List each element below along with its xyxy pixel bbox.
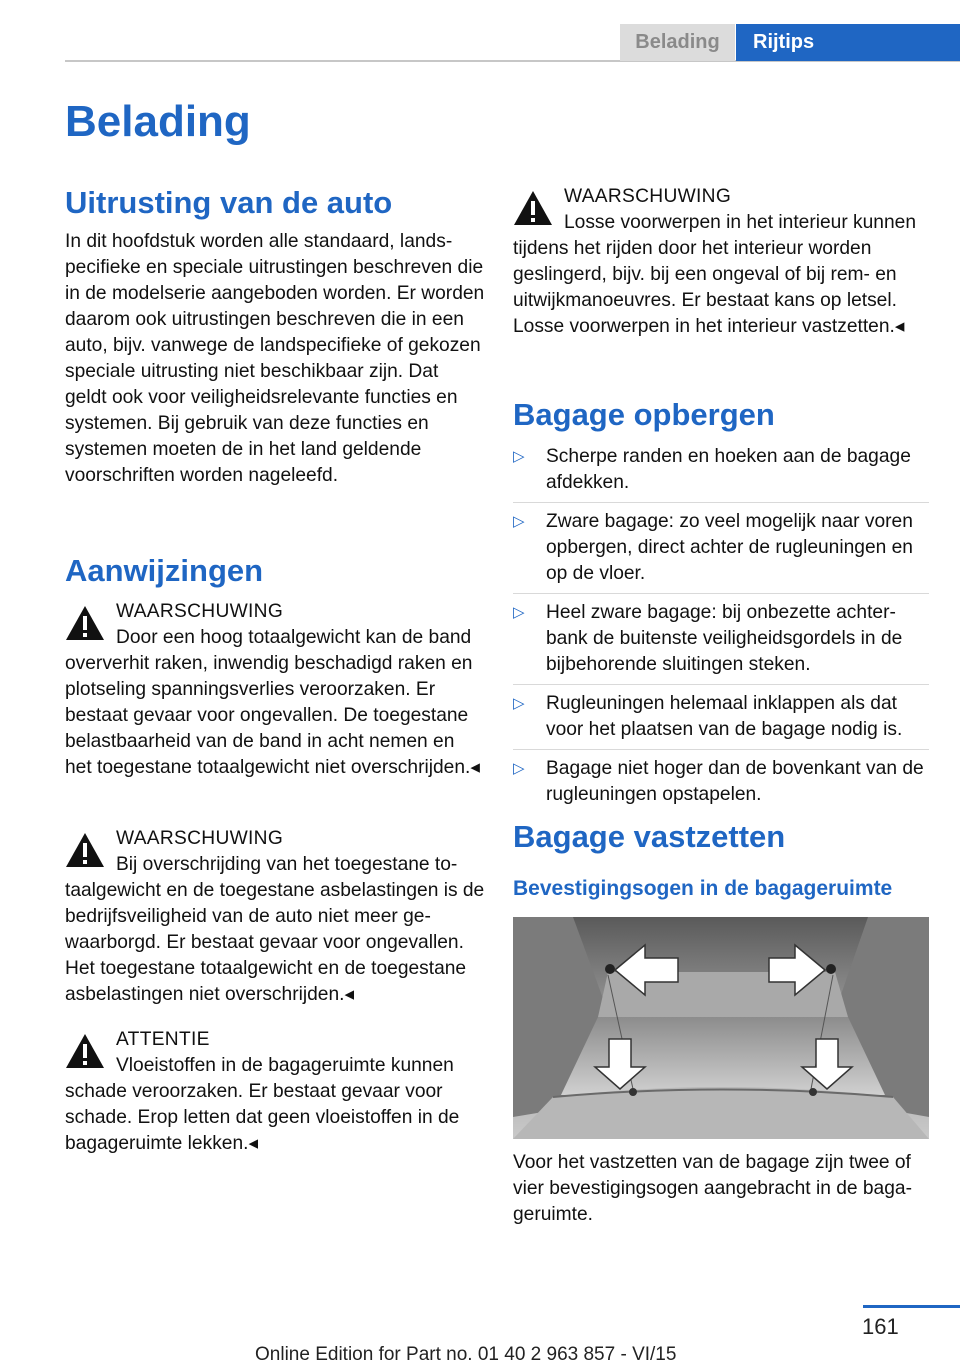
warning-title: WAARSCHUWING (116, 601, 284, 622)
warning-triangle-icon (513, 190, 553, 226)
warning-text: Bij overschrijding van het toegestane totaalgewicht en de toegestane asbelastingen is de bedrijfsveiligheid van de auto niet meer gewaarborgd. Er bestaat gevaar voor ongevallen. Het toegestane totaalgewicht en de toegestane asbelastingen niet overschrijden.◂ (65, 854, 485, 1005)
trunk-lashing-eyes-photo (513, 917, 929, 1139)
warning-triangle-icon (65, 1033, 105, 1069)
bullet-marker-icon: ▷ (513, 760, 525, 777)
section-securing-luggage (513, 817, 929, 903)
section-title: Bagage vastzetten (513, 819, 786, 854)
warning-title: WAARSCHUWING (116, 828, 284, 849)
warning-text: Door een hoog totaalgewicht kan de band oververhit raken, inwendig beschadigd raken en plotseling spanningsverlies veroorzaken. Er bestaat gevaar voor ongevallen. De toegestane belastbaarheid van de band in acht nemen en het toegestane totaalgewicht niet overschrijden.◂ (65, 627, 480, 778)
page-title: Belading (65, 97, 251, 146)
section-storing-luggage (513, 395, 929, 820)
page-number: 161 (862, 1314, 899, 1339)
section-text: In dit hoofdstuk worden alle standaard, landspecifieke en speciale uitrustingen beschreven die in de modelserie aangeboden worden. Er worden daarom ook uitrustingen beschreven die in een auto, bijv. vanwege de landspecifieke of gekozen speciale uitrusting niet beschikbaar zijn. Dat geldt ook voor veiligheidsrelevante functies en systemen. Bij gebruik van deze functies en systemen moeten de in het land geldende voorschriften worden nageleefd. (65, 231, 485, 486)
header-tab-section[interactable]: Belading (620, 24, 735, 61)
warning-text: Losse voorwerpen in het interieur kunnen tijdens het rijden door het interieur worden geslingerd, bijv. bij een ongeval of bij rem- en uitwijkmanoeuvres. Er bestaat kans op letsel. Losse voorwerpen in het interieur vastzetten.◂ (513, 212, 916, 337)
caution-title: ATTENTIE (116, 1029, 210, 1050)
list-item: ▷ Heel zware bagage: bij onbezette achterbank de buitenste veiligheidsgordels in de bijbehorende sluitingen steken. (513, 600, 929, 685)
warning-block (65, 599, 485, 781)
subsection-title: Bevestigingsogen in de bagageruimte (513, 877, 893, 900)
warning-block (65, 826, 485, 1008)
warning-triangle-icon (65, 605, 105, 641)
caution-block (65, 1027, 485, 1157)
list-item: ▷ Zware bagage: zo veel mogelijk naar voren opbergen, direct achter de rugleuningen en op de vloer. (513, 509, 929, 594)
list-item: ▷ Scherpe randen en hoeken aan de bagage afdekken. (513, 444, 929, 503)
bullet-marker-icon: ▷ (513, 513, 525, 530)
list-item: ▷ Bagage niet hoger dan de bovenkant van de rugleuningen opstapelen. (513, 758, 924, 805)
caution-text: Vloeistoffen in de bagageruimte kunnen schade veroorzaken. Er bestaat gevaar voor schade. Erop letten dat geen vloeistoffen in de bagageruimte lekken.◂ (65, 1055, 460, 1154)
bullet-list (513, 444, 929, 814)
footer-rule (863, 1305, 960, 1308)
edition-footer: Online Edition for Part no. 01 40 2 963 857 - VI/15 (255, 1344, 677, 1365)
warning-triangle-icon (65, 832, 105, 868)
bullet-marker-icon: ▷ (513, 604, 525, 621)
section-title: Aanwijzingen (65, 553, 264, 588)
section-title: Uitrusting van de auto (65, 185, 393, 220)
warning-title: WAARSCHUWING (564, 186, 732, 207)
section-title: Bagage opbergen (513, 397, 775, 432)
lashing-eyes-text: Voor het vastzetten van de bagage zijn twee of vier bevestigingsogen aangebracht in de bagageruimte. (513, 1152, 912, 1225)
bullet-marker-icon: ▷ (513, 695, 525, 712)
section-equipment (65, 183, 485, 489)
section-notes (65, 551, 485, 591)
header-tab-chapter[interactable]: Rijtips (736, 24, 960, 61)
list-item: ▷ Rugleuningen helemaal inklappen als dat voor het plaatsen van de bagage nodig is. (513, 691, 929, 750)
warning-block (513, 184, 929, 340)
lashing-eyes-text-block (513, 1150, 929, 1228)
bullet-marker-icon: ▷ (513, 448, 525, 465)
